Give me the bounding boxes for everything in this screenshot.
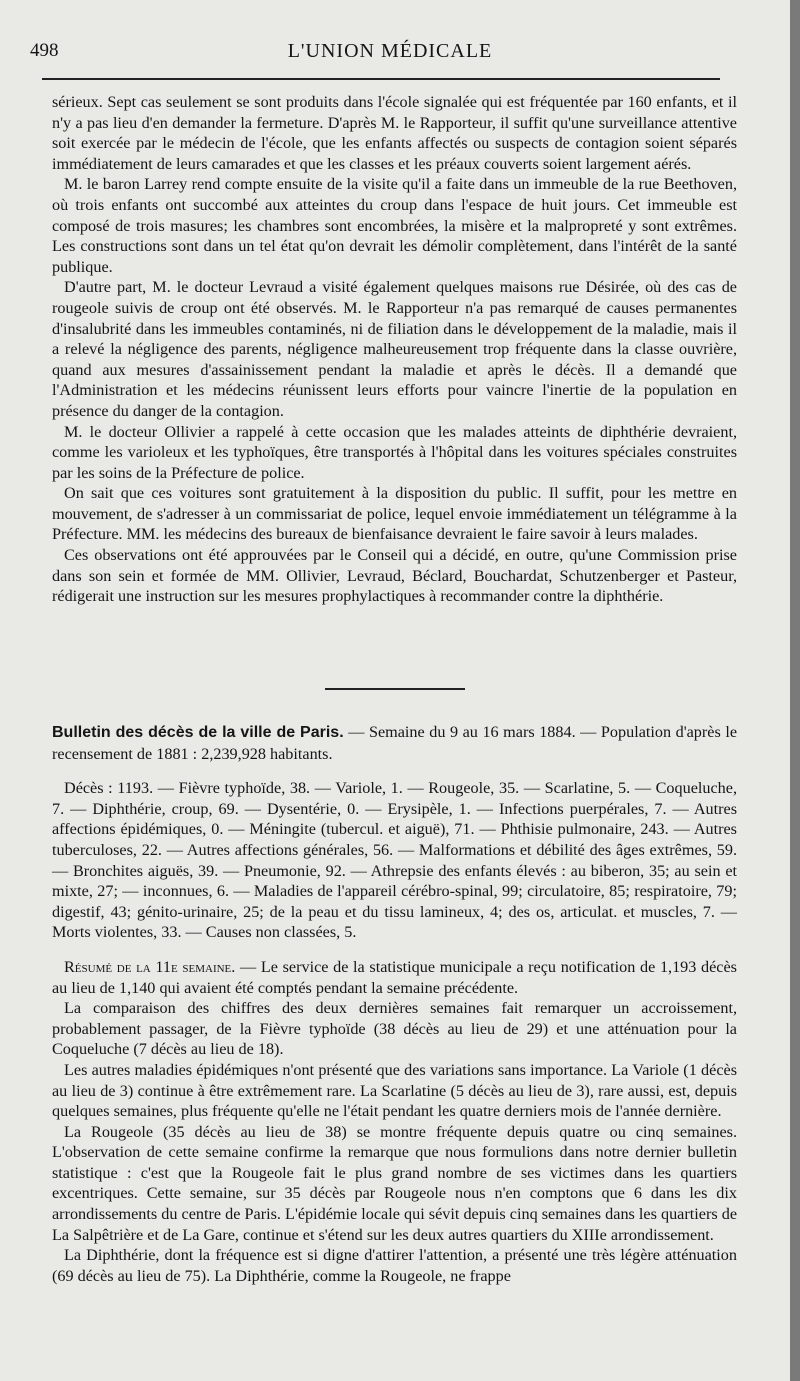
resume-paragraph xyxy=(52,957,737,998)
deces-list: Décès : 1193. — Fièvre typhoïde, 38. — Variole, 1. — Rougeole, 35. — Scarlatine, 5. — Coqueluche, 7. — Diphthérie, croup, 69. — Dysentérie, 0. — Erysipèle, 1. — Infections puerpérales, 7. — Autres affections épidémiques, 0. — Méningite (tubercul. et aiguë), 71. — Phthisie pulmonaire, 243. — Autres tuberculoses, 22. — Autres affections générales, 56. — Malformations et débilité des âges extrêmes, 59. — Bronchites aiguës, 39. — Pneumonie, 92. — Athrepsie des enfants élevés : au biberon, 35; au sein et mixte, 27; — inconnues, 6. — Maladies de l'appareil cérébro-spinal, 99; circulatoire, 85; respiratoire, 79; digestif, 43; génito-urinaire, 25; de la peau et du tissu lamineux, 4; des os, articulat. et muscles, 7. — Morts violentes, 33. — Causes non classées, 5. xyxy=(52,779,737,942)
resume-text: — Le service de la statistique municipale a reçu notification de 1,193 décès au lieu de 1,140 qui avaient été comptés pendant la semaine précédente. xyxy=(52,957,737,997)
section-divider xyxy=(325,688,465,690)
page-header xyxy=(30,40,750,70)
paragraph: La comparaison des chiffres des deux dernières semaines fait remarquer un accroissement, probablement passager, de la Fièvre typhoïde (38 décès au lieu de 29) et une atténuation pour la Coqueluche (7 décès au lieu de 18). xyxy=(52,999,737,1059)
page-number: 498 xyxy=(30,40,59,61)
paragraph: On sait que ces voitures sont gratuitement à la disposition du public. Il suffit, pour les mettre en mouvement, de s'adresser à un commissariat de police, lequel envoie immédiatement un télégramme à la Préfecture. MM. les médecins des bureaux de bienfaisance devraient le faire savoir à leurs malades. xyxy=(52,484,737,544)
paragraph: D'autre part, M. le docteur Levraud a visité également quelques maisons rue Désirée, où des cas de rougeole suivis de croup ont été observés. M. le Rapporteur n'a pas remarqué de causes permanentes d'insalubrité dans les immeubles contaminés, ni de filiation dans le développement de la maladie, mais il a relevé la négligence des parents, négligence malheureusement trop fréquente dans la classe ouvrière, quand aux mesures d'assainissement pendant la maladie et après le décès. Il a demandé que l'Administration et les médecins réunissent leurs efforts pour vaincre l'inertie de la population en présence du danger de la contagion. xyxy=(52,278,737,420)
paragraph: Ces observations ont été approuvées par le Conseil qui a décidé, en outre, qu'une Commission prise dans son sein et formée de MM. Ollivier, Levraud, Béclard, Bouchardat, Schutzenberger et Pasteur, rédigerait une instruction sur les mesures prophylactiques à recommander contre la diphthérie. xyxy=(52,546,737,606)
bulletin-title: Bulletin des décès de la ville de Paris. xyxy=(52,724,344,741)
paragraph: Les autres maladies épidémiques n'ont présenté que des variations sans importance. La Variole (1 décès au lieu de 3) continue à être extrêmement rare. La Scarlatine (5 décès au lieu de 3), rare aussi, est, depuis quelques semaines, plus fréquente qu'elle ne l'était pendant les quatre derniers mois de l'année dernière. xyxy=(52,1060,737,1121)
paragraph: sérieux. Sept cas seulement se sont produits dans l'école signalée qui est fréquentée par 160 enfants, et il n'y a pas lieu d'en demander la fermeture. D'après M. le Rapporteur, il suffit qu'une surveillance attentive soit exercée par le médecin de l'école, que les enfants affectés ou suspects de contagion soient séparés immédiatement de leurs camarades et que les classes et les préaux couverts soient largement aérés. xyxy=(52,93,737,173)
journal-title: L'UNION MÉDICALE xyxy=(287,40,493,62)
bulletin-section xyxy=(52,722,737,1286)
bulletin-heading xyxy=(52,722,737,764)
header-rule xyxy=(42,78,720,80)
council-report xyxy=(52,92,737,607)
paragraph: M. le baron Larrey rend compte ensuite de la visite qu'il a faite dans un immeuble de la rue Beethoven, où trois enfants ont succombé aux atteintes du croup dans l'espace de huit jours. Cet immeuble est composé de trois masures; les chambres sont encombrées, la misère et la malpropreté y sont extrêmes. Les constructions sont dans un tel état qu'on devrait les démolir complètement, dans l'intérêt de la santé publique. xyxy=(52,175,737,276)
bulletin-text: — Semaine du 9 au 16 mars 1884. — Population d'après le recensement de 1881 : 2,239,928 habitants. xyxy=(52,723,738,763)
paragraph: La Rougeole (35 décès au lieu de 38) se montre fréquente depuis quatre ou cinq semaines. L'observation de cette semaine confirme la remarque que nous formulions dans notre dernier bulletin statistique : c'est que la Rougeole fait le plus grand nombre de ses victimes dans les quartiers excentriques. Cette semaine, sur 35 décès par Rougeole nous n'en comptons que 6 dans les dix arrondissements du centre de Paris. L'épidémie locale qui sévit depuis cinq semaines dans les quartiers de La Salpêtrière et de La Gare, continue et s'étend sur les deux autres quartiers du XIIIe arrondissement. xyxy=(52,1122,737,1244)
paragraph: M. le docteur Ollivier a rappelé à cette occasion que les malades atteints de diphthérie devraient, comme les varioleux et les typhoïques, être transportés à l'hôpital dans les voitures spéciales construites par les soins de la Préfecture de police. xyxy=(52,422,737,482)
resume-lead: Résumé de la 11e semaine. xyxy=(64,957,236,976)
paragraph: La Diphthérie, dont la fréquence est si digne d'attirer l'attention, a présenté une très légère atténuation (69 décès au lieu de 75). La Diphthérie, comme la Rougeole, ne frappe xyxy=(52,1246,737,1285)
